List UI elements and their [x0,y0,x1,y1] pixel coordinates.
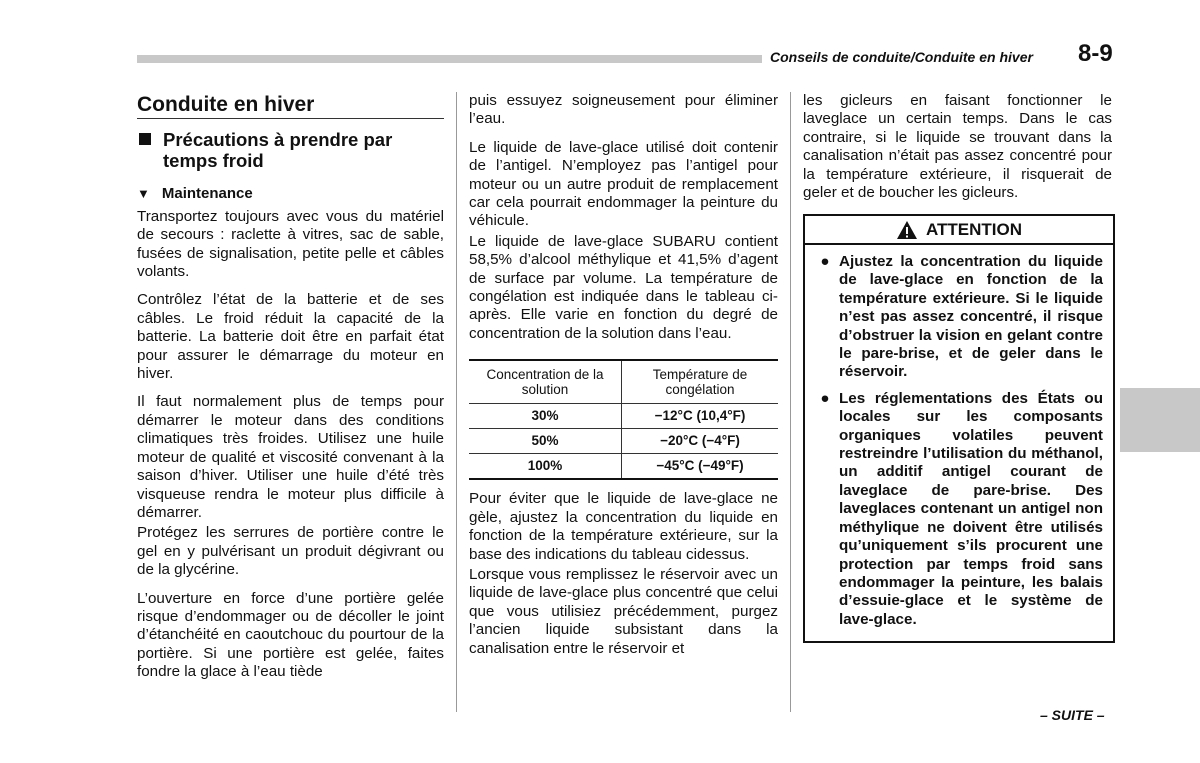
column-middle [469,92,778,668]
subsection-title: Précautions à prendre par temps froid [163,129,393,172]
running-header: Conseils de conduite/Conduite en hiver [770,49,1033,65]
paragraph: les gicleurs en faisant fonctionner le laveglace un certain temps. Dans le cas contraire, si le liquide se trouvant dans la canalisation n’était pas assez concentré pour la température extérieure, il risquerait de geler et de boucher les gicleurs. [803,92,1112,202]
paragraph: Il faut normalement plus de temps pour démarrer le moteur dans des conditions climatiques très froides. Utilisez une huile moteur de qualité et viscosité convenant à la saison d’hiver. Utiliser une huile d’été très visqueuse rendra le moteur plus difficile à démarrer. [137,393,444,521]
paragraph: Transportez toujours avec vous du matériel de secours : raclette à vitres, sac de sable, fusées de signalisation, petite pelle et câbles volants. [137,207,444,281]
column-divider [790,92,791,712]
column-divider [456,92,457,712]
sub-subsection-heading [137,185,444,203]
bullet-icon: ● [820,389,830,407]
table-row [469,454,778,480]
section-title: Conduite en hiver [137,96,444,119]
continued-label: – SUITE – [1040,707,1105,723]
table-header-row [469,360,778,404]
column-right [803,92,1112,212]
table-header-cell: Concentration de la solution [469,360,622,404]
paragraph: Lorsque vous remplissez le réservoir avec un liquide de lave-glace plus concentré que celui que vous utilisiez précédemment, purgez l’ancien liquide subsistant dans la canalisation entre le réservoir et [469,565,778,657]
attention-body [805,245,1113,641]
list-item [811,390,1103,629]
table-row [469,404,778,429]
header-bar [137,55,762,63]
table-row [469,429,778,454]
paragraph: Le liquide de lave-glace SUBARU contient 58,5% d’alcool méthylique et 41,5% d’agent de surface par volume. La température de congélation est indiquée dans le tableau ci-après. Elle varie en fonction du degré de concentration de la solution dans l’eau. [469,232,778,342]
subsection-heading [137,129,444,171]
paragraph: Le liquide de lave-glace utilisé doit contenir de l’antigel. N’employez pas l’antigel pour moteur ou un autre produit de remplacement car cela pourrait endommager la peinture du véhicule. [469,138,778,230]
column-left [137,92,444,692]
table-cell: −20°C (−4°F) [622,429,779,454]
black-square-icon [139,133,151,145]
page-number: 8-9 [1078,40,1113,67]
chapter-tab [1120,388,1200,452]
bullet-icon: ● [820,253,830,270]
attention-box [803,214,1115,643]
warning-triangle-icon [896,220,918,240]
attention-text: Les réglementations des États ou locales sur les composants organiques volatiles peuvent restreindre l’utilisation du méthanol, un additif antigel courant de laveglace de pare-brise. Des laveglaces contenant un antigel non méthylique ne doivent être utilisés qu’uniquement s’ils procurent une protection par temps froid sans endommager la peinture, les balais d’essuie-glace et le système de lave-glace. [839,389,1103,628]
freezing-temperature-table [469,359,778,480]
triangle-down-icon: ▼ [137,186,150,202]
table-cell: −12°C (10,4°F) [622,404,779,429]
attention-label: ATTENTION [925,219,1022,239]
paragraph: Pour éviter que le liquide de lave-glace ne gèle, ajustez la concentration du liquide en fonction de la température extérieure, sur la base des indications du tableau cidessus. [469,490,778,563]
table-cell: 50% [469,429,622,454]
attention-text: Ajustez la concentration du liquide de lave-glace en fonction de la température extérieure. Si le liquide n’est pas assez concentré, il risque d’obstruer la vision en gelant contre le pare-brise, et de geler dans le réservoir. [839,253,1103,381]
list-item [811,253,1103,382]
attention-header [805,216,1113,245]
table-cell: 100% [469,454,622,480]
paragraph: L’ouverture en force d’une portière gelée risque d’endommager ou de décoller le joint d’étanchéité en caoutchouc du pourtour de la portière. Si une portière est gelée, faites fondre la glace à l’eau tiède [137,589,444,681]
paragraph: Contrôlez l’état de la batterie et de ses câbles. Le froid réduit la capacité de la batterie. La batterie doit être en parfait état pour assurer le démarrage du moteur en hiver. [137,291,444,383]
paragraph: puis essuyez soigneusement pour éliminer l’eau. [469,92,778,128]
table-header-cell: Température de congélation [622,360,779,404]
sub-subsection-title: Maintenance [161,185,253,203]
table-cell: 30% [469,404,622,429]
table-cell: −45°C (−49°F) [622,454,779,480]
paragraph: Protégez les serrures de portière contre le gel en y pulvérisant un produit dégivrant ou de la glycérine. [137,524,444,579]
